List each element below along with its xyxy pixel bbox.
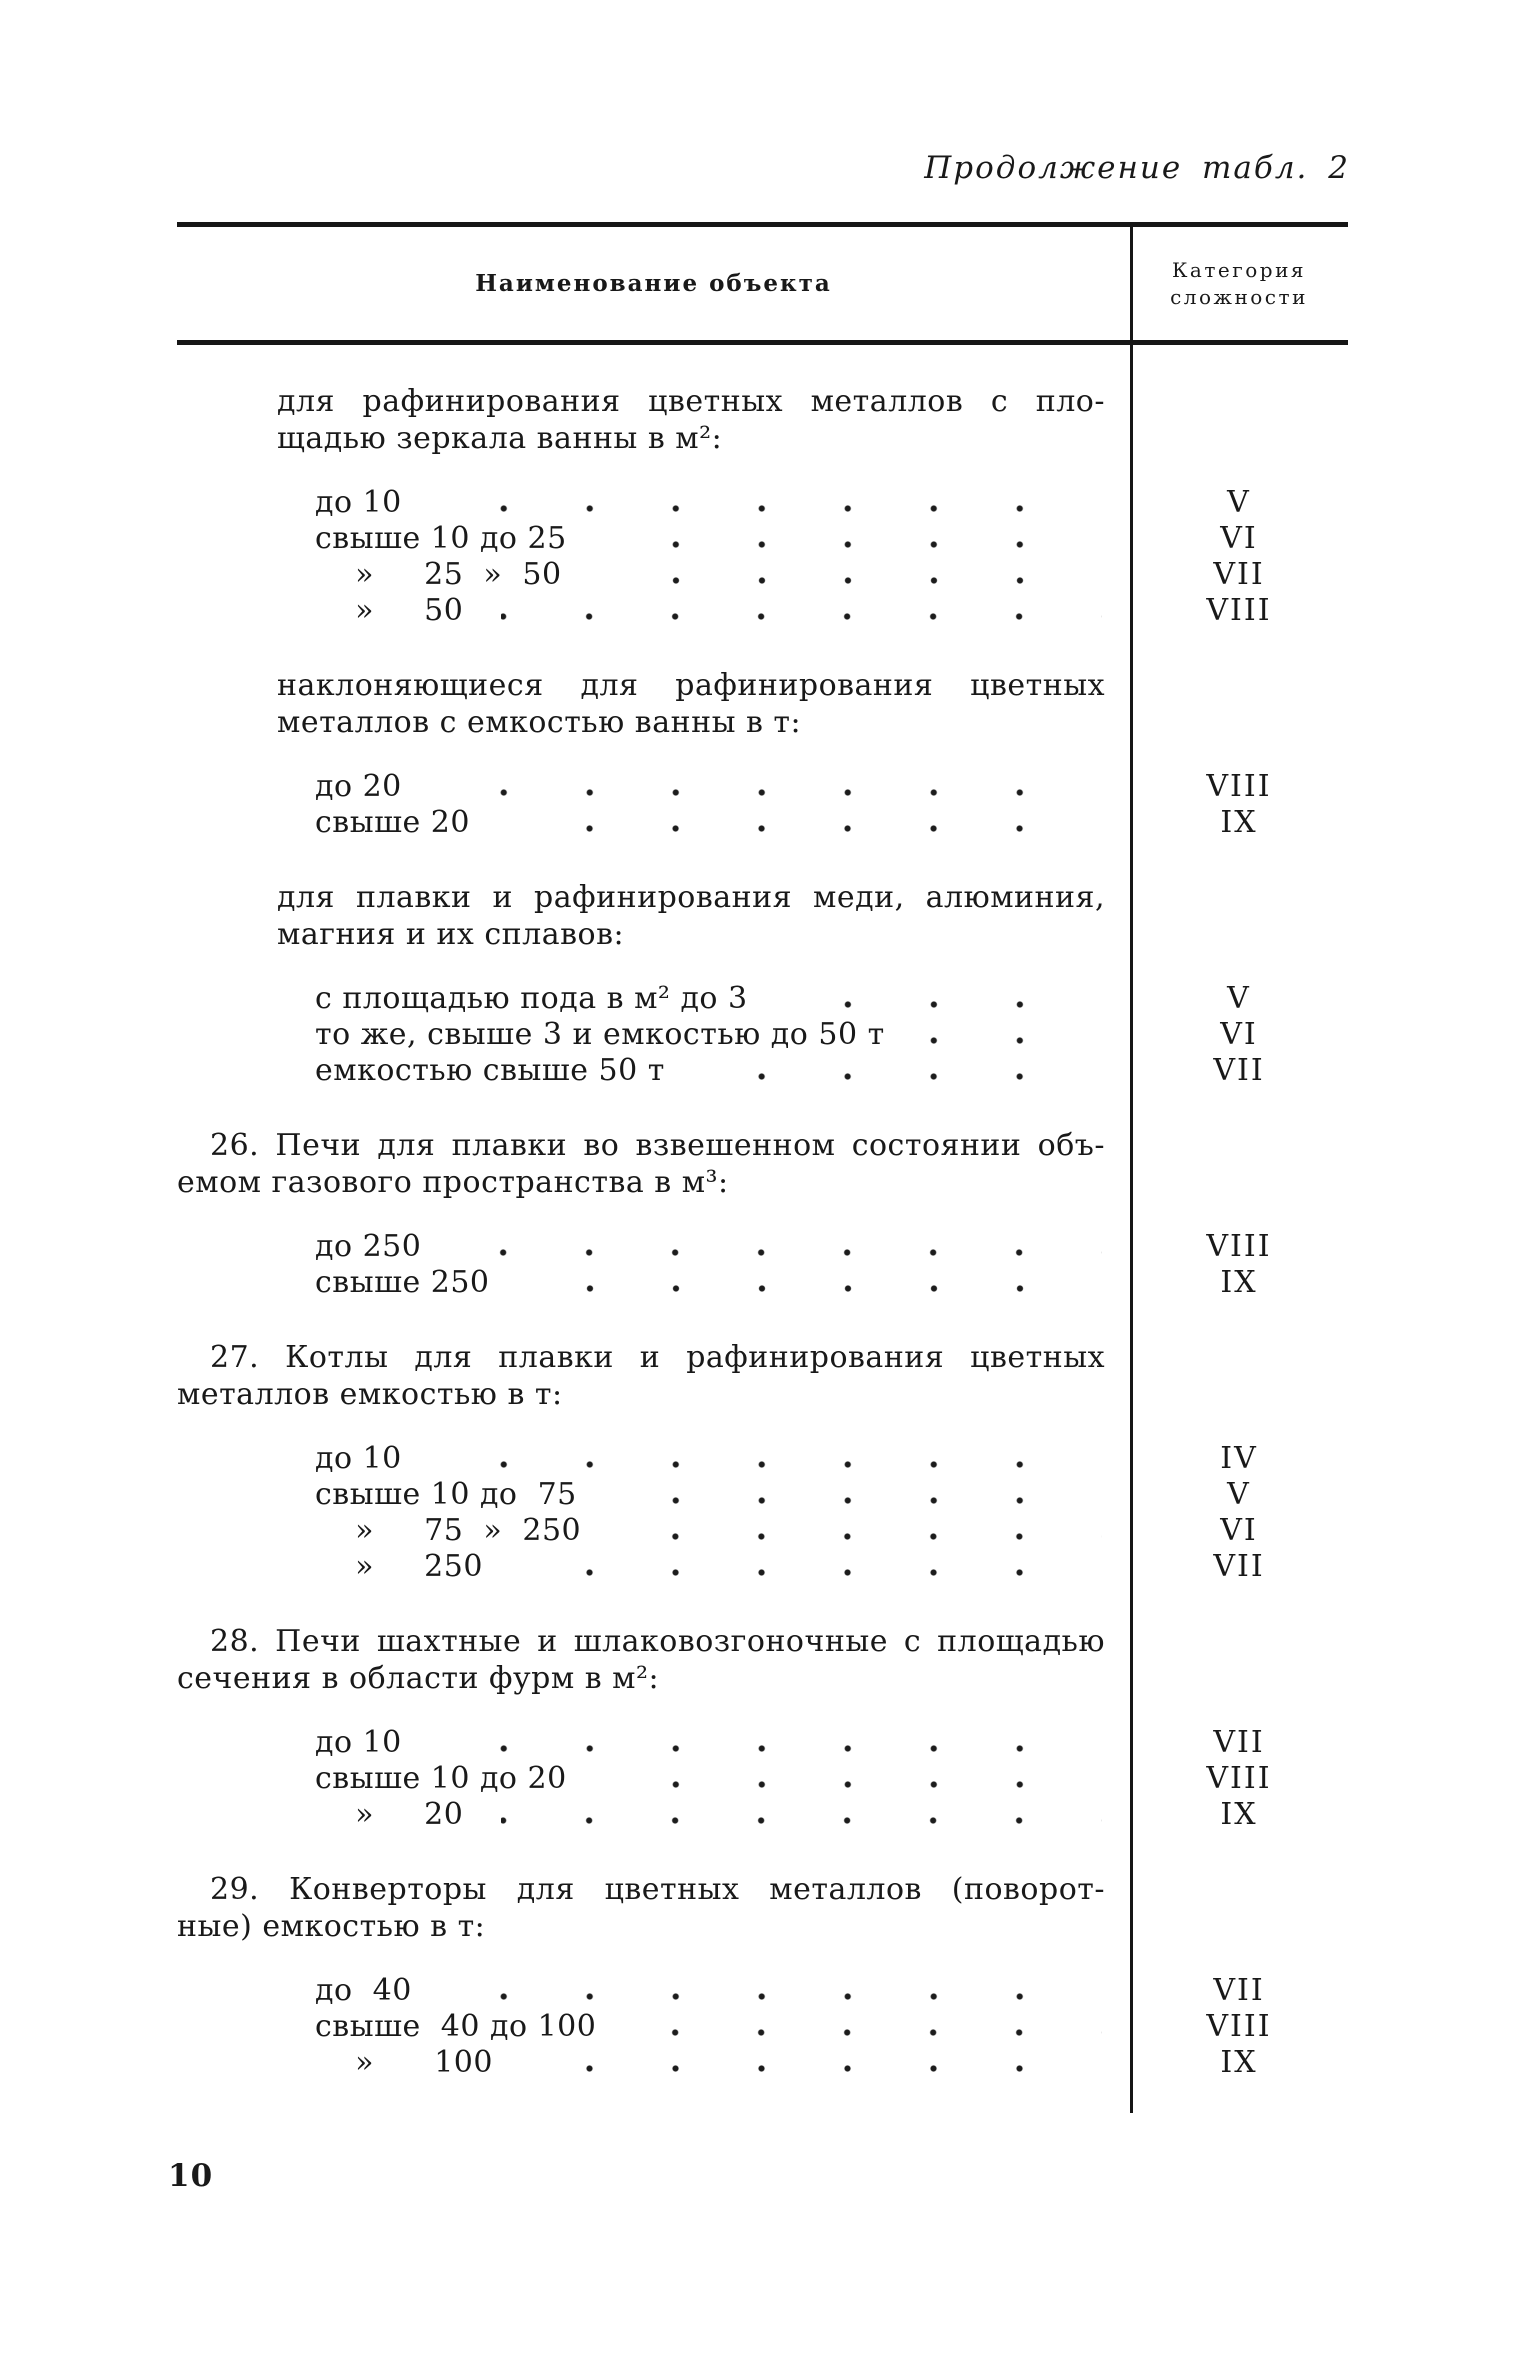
paragraph-line: 29. Конверторы для цветных металлов (поворот- [210,1872,1105,1907]
row-label: до 20 [315,769,402,804]
dot-leader [531,2065,1102,2072]
table-row [177,805,1348,841]
paragraph-line: наклоняющиеся для рафинирования цветных [277,668,1105,703]
row-label: до 250 [315,1229,422,1264]
row-label: » 25 » 50 [315,557,562,592]
block-rows [177,485,1348,629]
table-row [177,1761,1348,1797]
table [177,222,1348,2123]
paragraph-line: ные) емкостью в т: [177,1909,486,1944]
dot-leader [605,541,1102,548]
row-label: » 100 [315,2045,493,2080]
table-row [177,1725,1348,1761]
category-value: VII [1213,1053,1265,1088]
category-value: VI [1220,521,1258,556]
paragraph-line: для рафинирования цветных металлов с пло- [277,384,1105,419]
block-rows [177,981,1348,1089]
dot-leader [619,1533,1102,1540]
dot-leader [440,505,1102,512]
item-paragraph [177,879,1348,953]
category-value: IX [1220,805,1258,840]
table-row [177,2045,1348,2081]
dot-leader [501,1817,1102,1824]
block-rows [177,1973,1348,2081]
paragraph-line: для плавки и рафинирования меди, алюминия, [277,880,1105,915]
item-paragraph [177,383,1348,457]
dot-leader [501,613,1102,620]
row-label: до 10 [315,485,402,520]
dot-leader [440,1461,1102,1468]
page-number: 10 [168,2158,214,2194]
item-paragraph [177,1127,1348,1201]
row-label: с площадью пода в м² до 3 [315,981,748,1016]
dot-leader [508,825,1102,832]
category-value: VII [1213,1549,1265,1584]
table-row [177,1477,1348,1513]
paragraph-line: сечения в области фурм в м²: [177,1661,660,1696]
dot-leader [528,1285,1102,1292]
row-label: » 250 [315,1549,483,1584]
row-label: » 20 [315,1797,464,1832]
column-header-category [1130,227,1348,340]
column-header-category-line1: Категория [1171,257,1307,282]
category-value: IX [1220,1797,1258,1832]
dot-leader [521,1569,1102,1576]
table-row [177,1053,1348,1089]
row-label: свыше 10 до 75 [315,1477,577,1512]
paragraph-line: емом газового пространства в м³: [177,1165,729,1200]
table-block [177,667,1348,841]
dot-leader [605,1781,1102,1788]
table-row [177,981,1348,1017]
table-block [177,1871,1348,2081]
paragraph-line: щадью зеркала ванны в м²: [277,421,723,456]
category-value: VII [1213,1725,1265,1760]
row-label: свыше 40 до 100 [315,2009,597,2044]
table-block [177,1339,1348,1585]
table-block [177,383,1348,629]
block-rows [177,1725,1348,1833]
category-value: VIII [1206,769,1272,804]
row-label: до 10 [315,1725,402,1760]
paragraph-line: металлов с емкостью ванны в т: [277,705,802,740]
paragraph-line: металлов емкостью в т: [177,1377,563,1412]
row-label: свыше 10 до 25 [315,521,567,556]
category-value: VIII [1206,2009,1272,2044]
column-header-category-line2: сложности [1170,284,1308,309]
table-row [177,485,1348,521]
table-row [177,1265,1348,1301]
dot-leader [923,1037,1102,1044]
table-block [177,1623,1348,1833]
block-rows [177,769,1348,841]
table-continuation-caption: Продолжение табл. 2 [924,150,1350,186]
table-row [177,1513,1348,1549]
category-value: IX [1220,1265,1258,1300]
row-label: до 10 [315,1441,402,1476]
table-block [177,1127,1348,1301]
row-label: свыше 250 [315,1265,490,1300]
table-row [177,769,1348,805]
table-row [177,1797,1348,1833]
dot-leader [615,1497,1102,1504]
category-value: VIII [1206,1229,1272,1264]
category-value: VIII [1206,593,1272,628]
dot-leader [440,789,1102,796]
table-header-row [177,227,1348,345]
dot-leader [600,577,1102,584]
category-value: IV [1220,1441,1258,1476]
table-row [177,521,1348,557]
row-label: » 50 [315,593,464,628]
dot-leader [786,1001,1102,1008]
table-row [177,593,1348,629]
category-value: IX [1220,2045,1258,2080]
category-value: VI [1220,1513,1258,1548]
category-value: VIII [1206,1761,1272,1796]
category-value: VII [1213,557,1265,592]
block-rows [177,1441,1348,1585]
table-row [177,2009,1348,2045]
dot-leader [634,2029,1102,2036]
table-row [177,1017,1348,1053]
table-body [177,345,1348,2081]
row-label: свыше 10 до 20 [315,1761,567,1796]
category-value: V [1227,1477,1251,1512]
table-row [177,1441,1348,1477]
table-block [177,879,1348,1089]
dot-leader [440,1745,1102,1752]
row-label: то же, свыше 3 и емкостью до 50 т [315,1017,885,1052]
table-row [177,1229,1348,1265]
column-divider-line [1130,227,1133,2113]
category-value: VII [1213,1973,1265,2008]
paragraph-line: 28. Печи шахтные и шлаковозгоночные с площадью [210,1624,1105,1659]
dot-leader [450,1993,1102,2000]
row-label: » 75 » 250 [315,1513,582,1548]
table-row [177,1549,1348,1585]
dot-leader [703,1073,1102,1080]
row-label: емкостью свыше 50 т [315,1053,665,1088]
item-paragraph [177,1339,1348,1413]
row-label: свыше 20 [315,805,470,840]
category-value: V [1227,485,1251,520]
table-row [177,1973,1348,2009]
row-label: до 40 [315,1973,412,2008]
item-paragraph [177,667,1348,741]
item-paragraph [177,1623,1348,1697]
column-header-object-name: Наименование объекта [475,270,832,297]
item-paragraph [177,1871,1348,1945]
category-value: VI [1220,1017,1258,1052]
paragraph-line: 26. Печи для плавки во взвешенном состоянии объ- [210,1128,1105,1163]
block-rows [177,1229,1348,1301]
table-row [177,557,1348,593]
category-value: V [1227,981,1251,1016]
dot-leader [459,1249,1102,1256]
paragraph-line: магния и их сплавов: [277,917,625,952]
paragraph-line: 27. Котлы для плавки и рафинирования цветных [210,1340,1105,1375]
